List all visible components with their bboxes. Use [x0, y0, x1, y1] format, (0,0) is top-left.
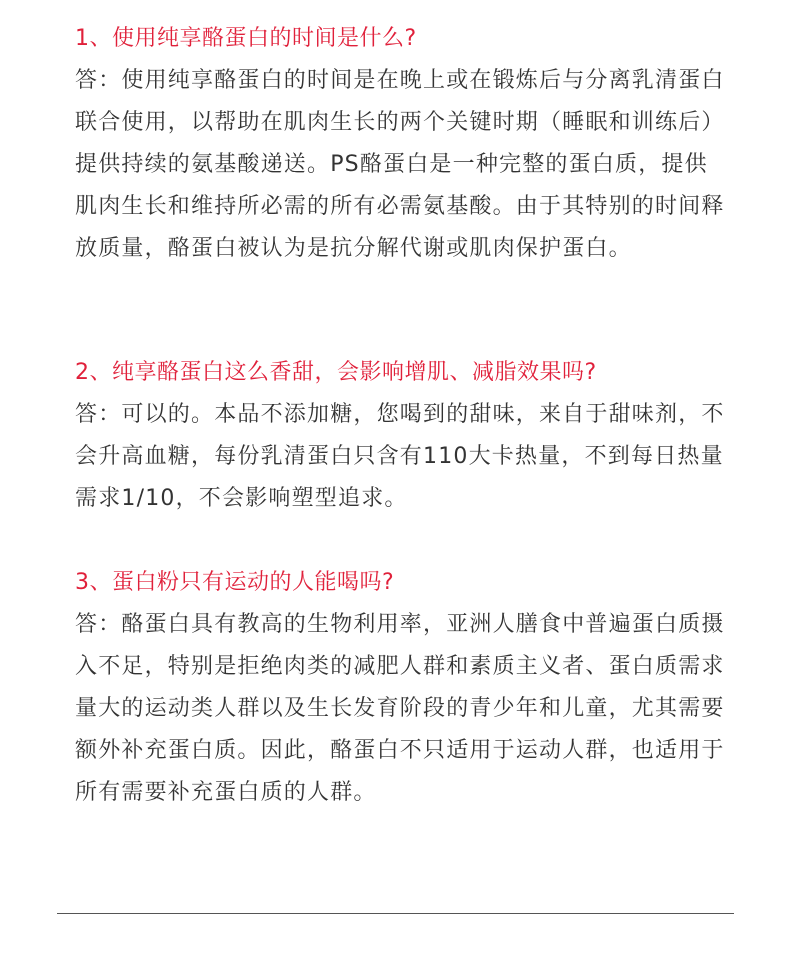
faq-question-2: 2、纯享酪蛋白这么香甜，会影响增肌、减脂效果吗?: [75, 360, 597, 385]
faq-item-3: [75, 562, 725, 814]
faq-item-2: [75, 352, 725, 520]
footer-divider: [57, 913, 734, 914]
faq-question-3: 3、蛋白粉只有运动的人能喝吗?: [75, 570, 395, 595]
faq-question-1: 1、使用纯享酪蛋白的时间是什么?: [75, 26, 417, 51]
faq-answer-2: 答：可以的。本品不添加糖，您喝到的甜味，来自于甜味剂，不会升高血糖，每份乳清蛋白只含有110大卡热量，不到每日热量需求1/10，不会影响塑型追求。: [75, 402, 725, 511]
faq-item-1: [75, 18, 725, 270]
faq-answer-1: 答：使用纯享酪蛋白的时间是在晚上或在锻炼后与分离乳清蛋白联合使用，以帮助在肌肉生长的两个关键时期（睡眠和训练后）提供持续的氨基酸递送。PS酪蛋白是一种完整的蛋白质，提供肌肉生长和维持所必需的所有必需氨基酸。由于其特别的时间释放质量，酪蛋白被认为是抗分解代谢或肌肉保护蛋白。: [75, 68, 725, 261]
faq-answer-3: 答：酪蛋白具有教高的生物利用率，亚洲人膳食中普遍蛋白质摄入不足，特别是拒绝肉类的减肥人群和素质主义者、蛋白质需求量大的运动类人群以及生长发育阶段的青少年和儿童，尤其需要额外补充蛋白质。因此，酪蛋白不只适用于运动人群，也适用于所有需要补充蛋白质的人群。: [75, 612, 725, 805]
